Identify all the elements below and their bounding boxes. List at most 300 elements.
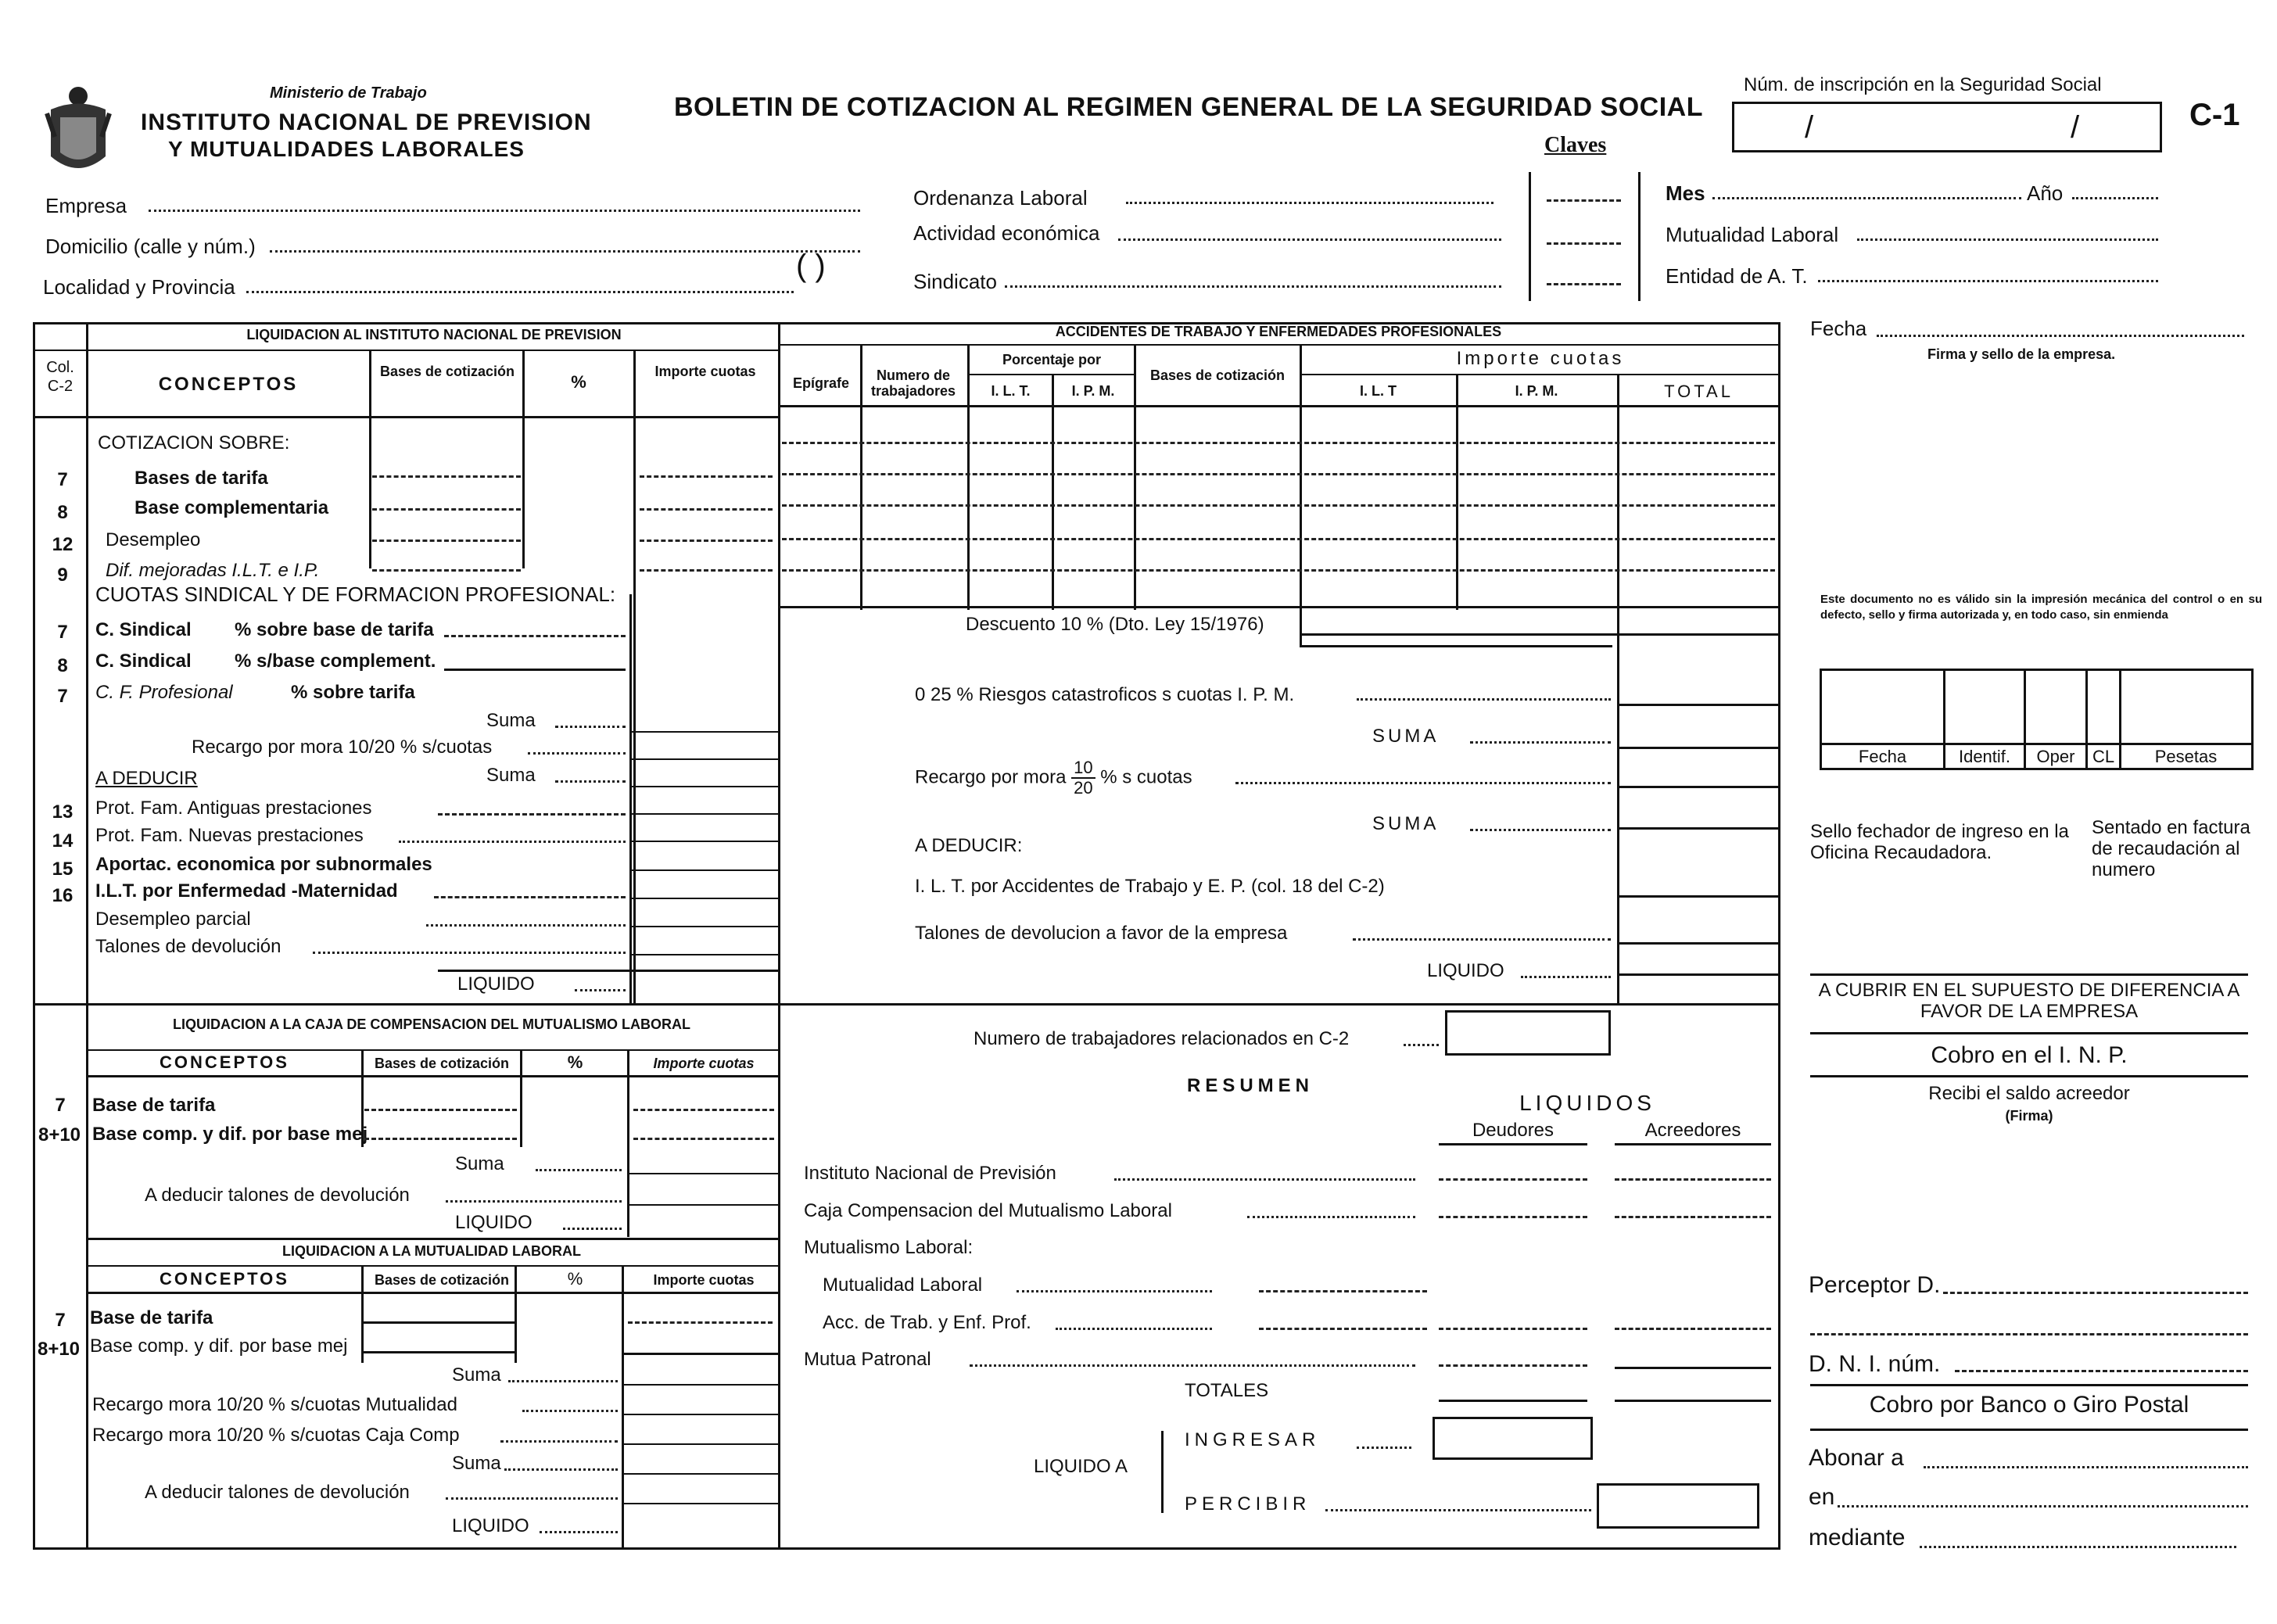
inp-pct-header: % <box>571 372 586 392</box>
clave-field-3[interactable] <box>1547 283 1621 285</box>
inp-ded-line-2 <box>629 841 778 842</box>
mut-recargo1-label: Recargo mora 10/20 % s/cuotas Mutualidad <box>92 1394 457 1415</box>
caja-suma-dots <box>536 1169 622 1171</box>
entidad-field[interactable] <box>1818 280 2158 282</box>
caja-importe-field-1[interactable] <box>633 1109 774 1111</box>
cobro-inp-label: Cobro en el I. N. P. <box>1931 1042 2128 1068</box>
resumen-row-3: Mutualismo Laboral: <box>804 1237 974 1258</box>
mes-field[interactable] <box>1712 197 2021 199</box>
caja-header-bottom <box>86 1075 780 1077</box>
cubrir-top-line <box>1810 973 2248 976</box>
mut-imp-line-3 <box>622 1443 780 1445</box>
caja-deducir-dots <box>446 1200 622 1203</box>
resumen-deudor-6[interactable] <box>1439 1364 1587 1367</box>
mut-deducir-dots <box>446 1497 618 1500</box>
at-importe-line <box>1302 374 1780 375</box>
resumen-row-2-dots <box>1247 1216 1415 1218</box>
en-label: en <box>1809 1484 1835 1510</box>
caja-deducir-label: A deducir talones de devolución <box>145 1185 410 1206</box>
inp-sind-col <box>629 594 632 1003</box>
inp-title: LIQUIDACION AL INSTITUTO NACIONAL DE PREVISION <box>246 327 622 342</box>
ingresar-box[interactable] <box>1433 1417 1593 1460</box>
inp-row-field-3[interactable] <box>372 540 521 542</box>
at-epigrafe-header: Epígrafe <box>792 375 850 391</box>
inp-importe-field-4[interactable] <box>640 569 773 572</box>
mediante-label: mediante <box>1809 1525 1906 1551</box>
inp-liquido-line <box>438 970 780 972</box>
sind-row-col-3: 7 <box>57 686 68 707</box>
recibi-label: Recibi el saldo acreedor <box>1928 1083 2130 1104</box>
mut-bases-col <box>361 1265 364 1363</box>
cubrir-bottom-line <box>1810 1032 2248 1034</box>
inp-importe-col <box>633 350 636 1003</box>
ingresar-label: INGRESAR <box>1185 1429 1321 1450</box>
ded-row-col-2: 14 <box>52 830 74 851</box>
resumen-acreedor-1[interactable] <box>1615 1178 1771 1181</box>
claves-column-line <box>1529 172 1531 301</box>
resumen-row-5-field[interactable] <box>1259 1328 1427 1330</box>
cobro-banco-top <box>1810 1384 2248 1386</box>
liquido-a-label: LIQUIDO A <box>1034 1456 1128 1477</box>
mut-row-col-1: 7 <box>55 1310 66 1331</box>
at-ilt-acc-line <box>1617 895 1780 898</box>
grid-head-oper: Oper <box>2036 747 2075 766</box>
ded-row-col-1: 13 <box>52 801 74 823</box>
ded-row-field-1[interactable] <box>438 813 626 816</box>
grid-row-line <box>1820 743 2254 745</box>
at-liquido-dots <box>1521 976 1611 978</box>
resumen-deudor-5[interactable] <box>1439 1328 1587 1330</box>
deudores-header-line <box>1439 1143 1587 1145</box>
mut-importe-header: Importe cuotas <box>653 1272 755 1288</box>
sentado-text: Sentado en factura de recaudación al numero <box>2092 817 2250 880</box>
clave-field-2[interactable] <box>1547 242 1621 245</box>
at-suma2-line <box>1617 827 1780 830</box>
mut-row-label-2: Base comp. y dif. por base mej <box>90 1335 348 1357</box>
page-title: BOLETIN DE COTIZACION AL REGIMEN GENERAL DE LA SEGURIDAD SOCIAL <box>674 92 1703 122</box>
inp-sum-box-line-3 <box>629 786 778 787</box>
ded-row-label-1: Prot. Fam. Antiguas prestaciones <box>95 798 372 819</box>
inp-suma-2-dots <box>555 780 626 783</box>
caja-suma-label: Suma <box>455 1153 504 1174</box>
inp-row-col-2: 8 <box>57 502 68 523</box>
localidad-field[interactable] <box>246 291 794 293</box>
num-trab-box[interactable] <box>1445 1010 1611 1056</box>
ded-row-label-2: Prot. Fam. Nuevas prestaciones <box>95 825 364 846</box>
at-suma-line <box>1617 747 1780 749</box>
entidad-label: Entidad de A. T. <box>1666 264 1808 288</box>
inp-pct-col <box>522 350 525 568</box>
ordenanza-label: Ordenanza Laboral <box>913 186 1088 210</box>
at-riesgos-line <box>1617 704 1780 706</box>
firma2-label: (Firma) <box>2005 1108 2053 1124</box>
resumen-title: RESUMEN <box>1187 1075 1314 1096</box>
resumen-row-4-dots <box>1017 1290 1212 1292</box>
at-ipm2-header: I. P. M. <box>1515 383 1558 399</box>
mut-suma-dots <box>508 1380 618 1382</box>
at-row-line-2 <box>782 473 1775 475</box>
ano-field[interactable] <box>2072 197 2158 199</box>
at-row-line-3 <box>782 504 1775 507</box>
liquidos-header: LIQUIDOS <box>1519 1091 1655 1115</box>
ded-row-field-6[interactable] <box>313 952 626 954</box>
resumen-row-5: Acc. de Trab. y Enf. Prof. <box>823 1312 1031 1333</box>
inscription-label: Núm. de inscripción en la Seguridad Social <box>1744 74 2102 95</box>
resumen-acreedor-2[interactable] <box>1615 1216 1771 1218</box>
mut-row-label-1: Base de tarifa <box>90 1307 213 1328</box>
mut-pct-header: % <box>567 1269 583 1289</box>
cuotas-sindical-label: CUOTAS SINDICAL Y DE FORMACION PROFESIONAL: <box>95 583 616 606</box>
resumen-acreedor-6[interactable] <box>1615 1367 1771 1369</box>
ded-row-label-3: Aportac. economica por subnormales <box>95 854 432 875</box>
mut-title-line <box>86 1265 780 1267</box>
caja-row-label-2: Base comp. y dif. por base mej <box>92 1124 368 1145</box>
institute-line1: INSTITUTO NACIONAL DE PREVISION <box>141 109 592 135</box>
percibir-label: PERCIBIR <box>1185 1493 1311 1515</box>
ded-row-label-5: Desempleo parcial <box>95 909 251 930</box>
inp-row-label-3: Desempleo <box>106 529 201 550</box>
at-importe-header: Importe cuotas <box>1456 348 1625 369</box>
caja-title-line <box>86 1049 780 1051</box>
empresa-label: Empresa <box>45 194 127 217</box>
inp-sum-box-line-2 <box>629 758 778 760</box>
at-ilt-acc-label: I. L. T. por Accidentes de Trabajo y E. P. (col. 18 del C-2) <box>915 876 1385 897</box>
resumen-acreedor-5[interactable] <box>1615 1328 1771 1330</box>
mut-recargo2-label: Recargo mora 10/20 % s/cuotas Caja Comp <box>92 1425 460 1446</box>
caja-liquido-dots <box>563 1228 622 1230</box>
mutualidad-field[interactable] <box>1857 238 2158 241</box>
caja-row-col-2: 8+10 <box>38 1124 81 1145</box>
dni-label: D. N. I. núm. <box>1809 1351 1941 1377</box>
caja-title: LIQUIDACION A LA CAJA DE COMPENSACION DEL MUTUALISMO LABORAL <box>173 1016 690 1032</box>
mut-suma2-label: Suma <box>452 1453 501 1474</box>
ded-row-field-4[interactable] <box>434 896 626 898</box>
inscription-box[interactable] <box>1732 102 2162 152</box>
domicilio-label: Domicilio (calle y núm.) <box>45 235 256 258</box>
grid-head-identif: Identif. <box>1958 747 2011 766</box>
at-a-deducir-label: A DEDUCIR: <box>915 835 1023 856</box>
caja-deducir-line <box>627 1204 780 1206</box>
cotizacion-sobre-label: COTIZACION SOBRE: <box>98 432 290 454</box>
at-ilt2-header: I. L. T <box>1360 383 1397 399</box>
inp-importe-header: Importe cuotas <box>654 364 756 379</box>
caja-pct-header: % <box>567 1052 583 1072</box>
inp-row-label-4: Dif. mejoradas I.L.T. e I.P. <box>106 560 320 581</box>
institute-line2: Y MUTUALIDADES LABORALES <box>168 137 525 161</box>
mut-header-bottom <box>86 1292 780 1294</box>
form-code: C-1 <box>2189 98 2240 132</box>
inp-col-c2: Col. C-2 <box>46 359 74 395</box>
localidad-label: Localidad y Provincia <box>43 275 235 299</box>
inp-suma-2-label: Suma <box>486 765 536 786</box>
at-recargo-fraction <box>1071 758 1095 798</box>
cobro-banco-label: Cobro por Banco o Giro Postal <box>1869 1392 2189 1418</box>
at-numtrab-header: Numero de trabajadores <box>870 367 956 399</box>
inscription-sep-1: / <box>1805 110 1814 145</box>
ded-row-col-3: 15 <box>52 859 74 880</box>
ingresar-dots <box>1357 1447 1411 1449</box>
resumen-row-4-field[interactable] <box>1259 1290 1427 1292</box>
cobro-banco-bottom <box>1810 1429 2248 1431</box>
at-row-line-4 <box>782 538 1775 540</box>
inp-liquido-label: LIQUIDO <box>457 973 535 995</box>
mut-deducir-label: A deducir talones de devolución <box>145 1482 410 1503</box>
inp-ded-line-6 <box>629 954 778 955</box>
perceptor-field[interactable] <box>1943 1292 2248 1294</box>
mut-row-field-1[interactable] <box>361 1321 515 1324</box>
at-frac-num: 10 <box>1071 758 1095 779</box>
inp-recargo-label: Recargo por mora 10/20 % s/cuotas <box>192 737 493 758</box>
abonar-field[interactable] <box>1924 1466 2248 1468</box>
mut-conceptos-header: CONCEPTOS <box>160 1269 289 1289</box>
resumen-row-1-dots <box>1114 1178 1415 1181</box>
cubrir-text: A CUBRIR EN EL SUPUESTO DE DIFERENCIA A FAVOR DE LA EMPRESA <box>1818 980 2240 1022</box>
sind-row-label-2: C. Sindical <box>95 651 192 672</box>
sind-row-field-2[interactable] <box>444 669 626 671</box>
at-porcentaje-header: Porcentaje por <box>1002 352 1102 367</box>
caja-importe-header: Importe cuotas <box>653 1056 755 1071</box>
resumen-deudor-2[interactable] <box>1439 1216 1587 1218</box>
at-talones-line <box>1617 942 1780 945</box>
caja-importe-field-2[interactable] <box>633 1138 774 1140</box>
grid-head-cl: CL <box>2092 747 2115 766</box>
resumen-row-6: Mutua Patronal <box>804 1349 931 1370</box>
ded-row-label-6: Talones de devolución <box>95 936 281 957</box>
caja-bases-header: Bases de cotización <box>374 1056 510 1071</box>
at-col-7 <box>1617 374 1619 1003</box>
sindicato-field[interactable] <box>1005 285 1501 288</box>
at-frac-den: 20 <box>1074 778 1093 798</box>
at-recargo-dots <box>1235 782 1611 784</box>
caja-conceptos-header: CONCEPTOS <box>160 1052 289 1072</box>
caja-importe-col <box>627 1049 629 1237</box>
percibir-dots <box>1325 1509 1591 1511</box>
sind-row-sub-1: % sobre base de tarifa <box>235 619 434 640</box>
fecha-field[interactable] <box>1877 335 2244 337</box>
at-talones-dots <box>1353 938 1611 941</box>
caja-row-field-2[interactable] <box>364 1138 517 1140</box>
inp-row-label-2: Base complementaria <box>134 497 329 518</box>
acreedores-header-line <box>1615 1143 1771 1145</box>
inp-a-deducir-label: A DEDUCIR <box>95 768 198 789</box>
inp-title-line <box>33 350 780 351</box>
inp-sum-box-line-1 <box>629 731 778 733</box>
mediante-field[interactable] <box>1920 1546 2236 1548</box>
at-descuento-line <box>1300 633 1780 636</box>
mut-imp-line-1 <box>622 1384 780 1386</box>
at-title-line <box>778 344 1780 346</box>
resumen-row-1: Instituto Nacional de Previsión <box>804 1163 1056 1184</box>
coat-of-arms-logo <box>43 82 113 180</box>
sind-row-col-1: 7 <box>57 622 68 643</box>
dni-field[interactable] <box>1955 1370 2248 1372</box>
at-col-6 <box>1456 374 1458 610</box>
fecha-label: Fecha <box>1810 317 1867 340</box>
mut-importe-col <box>622 1265 624 1550</box>
inp-bases-col <box>369 350 371 568</box>
sind-row-col-2: 8 <box>57 655 68 676</box>
inp-suma-1-label: Suma <box>486 710 536 731</box>
at-suma2-dots <box>1470 829 1611 831</box>
inp-importe-field-3[interactable] <box>640 540 773 542</box>
sind-row-label-1: C. Sindical <box>95 619 192 640</box>
mut-imp-line-2 <box>622 1414 780 1415</box>
caja-liquido-label: LIQUIDO <box>455 1212 532 1233</box>
sind-row-sub-3: % sobre tarifa <box>291 682 415 703</box>
sindicato-label: Sindicato <box>913 270 997 293</box>
mut-liquido-label: LIQUIDO <box>452 1515 529 1536</box>
inp-importe-field-1[interactable] <box>640 475 773 478</box>
inp-ded-line-5 <box>629 926 778 927</box>
num-trab-label: Numero de trabajadores relacionados en C-2 <box>974 1028 1350 1049</box>
at-suma-label: SUMA <box>1372 726 1440 747</box>
inp-row-col-4: 9 <box>57 565 68 586</box>
cobro-inp-line <box>1810 1075 2248 1077</box>
mut-suma-label: Suma <box>452 1364 501 1386</box>
at-riesgos-label: 0 25 % Riesgos catastroficos s cuotas I. P. M. <box>915 684 1295 705</box>
at-row-line-1 <box>782 442 1775 444</box>
at-descuento-label: Descuento 10 % (Dto. Ley 15/1976) <box>966 614 1264 635</box>
grid-head-fecha: Fecha <box>1858 747 1907 766</box>
at-liquido-label: LIQUIDO <box>1427 960 1504 981</box>
mut-title: LIQUIDACION A LA MUTUALIDAD LABORAL <box>282 1243 581 1259</box>
at-col-5 <box>1300 344 1302 645</box>
mut-importe-field-1[interactable] <box>628 1321 773 1324</box>
caja-bottom <box>86 1238 780 1240</box>
liquido-a-bracket <box>1161 1431 1164 1513</box>
inp-bases-header: Bases de cotización <box>379 364 515 379</box>
ded-row-col-4: 16 <box>52 885 74 906</box>
mut-bases-header: Bases de cotización <box>374 1272 510 1288</box>
domicilio-field[interactable] <box>270 250 860 253</box>
inp-importe-field-2[interactable] <box>640 508 773 511</box>
totales-label: TOTALES <box>1185 1380 1269 1401</box>
inp-conceptos-header: CONCEPTOS <box>158 374 299 395</box>
ded-row-field-5[interactable] <box>426 924 626 927</box>
resumen-row-4: Mutualidad Laboral <box>823 1274 983 1296</box>
mut-recargo2-dots <box>500 1440 618 1443</box>
localidad-paren: ( ) <box>796 249 826 283</box>
grid-head-pesetas: Pesetas <box>2154 747 2218 766</box>
caja-pct-col <box>520 1049 522 1147</box>
deudores-header: Deudores <box>1472 1120 1554 1141</box>
firma-label: Firma y sello de la empresa. <box>1927 346 2116 362</box>
at-recargo-label <box>915 758 1192 798</box>
mutualidad-label: Mutualidad Laboral <box>1666 223 1839 246</box>
inp-liquido-dots <box>575 989 626 991</box>
resumen-row-2: Caja Compensacion del Mutualismo Laboral <box>804 1200 1172 1221</box>
at-grid-bottom <box>778 606 1780 608</box>
caja-row-col-1: 7 <box>55 1095 66 1116</box>
at-title: ACCIDENTES DE TRABAJO Y ENFERMEDADES PROFESIONALES <box>1055 324 1502 339</box>
resumen-row-6-dots <box>970 1364 1415 1367</box>
resumen-deudor-1[interactable] <box>1439 1178 1587 1181</box>
at-ilt-header: I. L. T. <box>991 383 1031 399</box>
caja-row-field-1[interactable] <box>364 1109 517 1111</box>
at-liquido-line <box>1617 973 1780 976</box>
at-recargo-line <box>1617 786 1780 788</box>
sind-row-label-3: C. F. Profesional <box>95 682 233 703</box>
clave-field-1[interactable] <box>1547 199 1621 202</box>
upper-lower-divider <box>33 1003 1780 1006</box>
at-suma-dots <box>1470 741 1611 744</box>
inp-row-field-1[interactable] <box>372 475 521 478</box>
inp-suma-1-dots <box>555 726 626 728</box>
at-header-bottom <box>778 405 1780 407</box>
totales-acreedores[interactable] <box>1615 1400 1771 1402</box>
col-c2-divider <box>86 322 88 1550</box>
inp-ded-line-4 <box>629 898 778 899</box>
aviso-text: Este documento no es válido sin la impresión mecánica del control o en su defecto, sello y firma autorizada y, en todo caso, sin enmienda <box>1820 593 2262 622</box>
at-total-header: TOTAL <box>1664 382 1734 401</box>
abonar-label: Abonar a <box>1809 1445 1904 1471</box>
totales-deudores[interactable] <box>1439 1400 1587 1402</box>
empresa-field[interactable] <box>149 210 860 212</box>
at-recargo-post: % s cuotas <box>1100 766 1192 788</box>
inp-row-field-2[interactable] <box>372 508 521 511</box>
mut-imp-line-4 <box>622 1473 780 1475</box>
sind-pct-col <box>629 670 632 701</box>
sind-row-field-1[interactable] <box>444 635 626 637</box>
resumen-row-5-dots <box>1056 1328 1212 1330</box>
en-field[interactable] <box>1838 1505 2248 1507</box>
ded-row-field-2[interactable] <box>399 841 626 843</box>
inp-recargo-dots <box>528 752 626 755</box>
mut-suma2-dots <box>504 1468 618 1471</box>
ano-label: Año <box>2027 181 2064 205</box>
actividad-label: Actividad económica <box>913 221 1100 245</box>
at-bases-header: Bases de cotización <box>1149 367 1286 383</box>
mut-liquido-dots <box>540 1531 618 1533</box>
mut-recargo1-dots <box>522 1410 618 1412</box>
at-col-3 <box>1052 374 1054 610</box>
ministry-label: Ministerio de Trabajo <box>270 84 427 102</box>
perceptor-field-2[interactable] <box>1810 1333 2248 1335</box>
percibir-box[interactable] <box>1597 1483 1759 1529</box>
acreedores-header: Acreedores <box>1644 1120 1741 1141</box>
left-right-divider <box>778 322 780 1550</box>
inp-header-bottom <box>33 416 780 418</box>
num-trab-dots <box>1404 1044 1439 1046</box>
caja-row-label-1: Base de tarifa <box>92 1095 216 1116</box>
mut-row-col-2: 8+10 <box>37 1339 81 1360</box>
caja-suma-line <box>627 1173 780 1174</box>
at-talones-label: Talones de devolucion a favor de la empresa <box>915 923 1288 944</box>
sind-row-sub-2: % s/base complement. <box>235 651 436 672</box>
perceptor-label: Perceptor D. <box>1809 1272 1941 1298</box>
inp-ded-line-3 <box>629 869 778 871</box>
inp-row-col-3: 12 <box>52 534 74 555</box>
mut-importe-field-2[interactable] <box>622 1353 780 1355</box>
ordenanza-field[interactable] <box>1126 202 1493 204</box>
mut-pct-col <box>515 1265 517 1363</box>
actividad-field[interactable] <box>1118 238 1501 241</box>
claves-column-line-2 <box>1638 172 1641 301</box>
mut-imp-line-5 <box>622 1503 780 1504</box>
sello-text: Sello fechador de ingreso en la Oficina Recaudadora. <box>1810 821 2069 863</box>
at-riesgos-dots <box>1357 698 1611 701</box>
mut-row-field-2[interactable] <box>361 1351 515 1353</box>
at-suma2-label: SUMA <box>1372 813 1440 834</box>
claves-label: Claves <box>1544 133 1607 157</box>
mes-label: Mes <box>1666 181 1705 205</box>
ded-row-label-4: I.L.T. por Enfermedad -Maternidad <box>95 880 398 902</box>
inp-row-field-4[interactable] <box>372 569 521 572</box>
inscription-sep-2: / <box>2071 110 2080 145</box>
inp-ded-line-1 <box>629 813 778 815</box>
inp-row-col-1: 7 <box>57 469 68 490</box>
at-ipm-header: I. P. M. <box>1071 383 1115 399</box>
